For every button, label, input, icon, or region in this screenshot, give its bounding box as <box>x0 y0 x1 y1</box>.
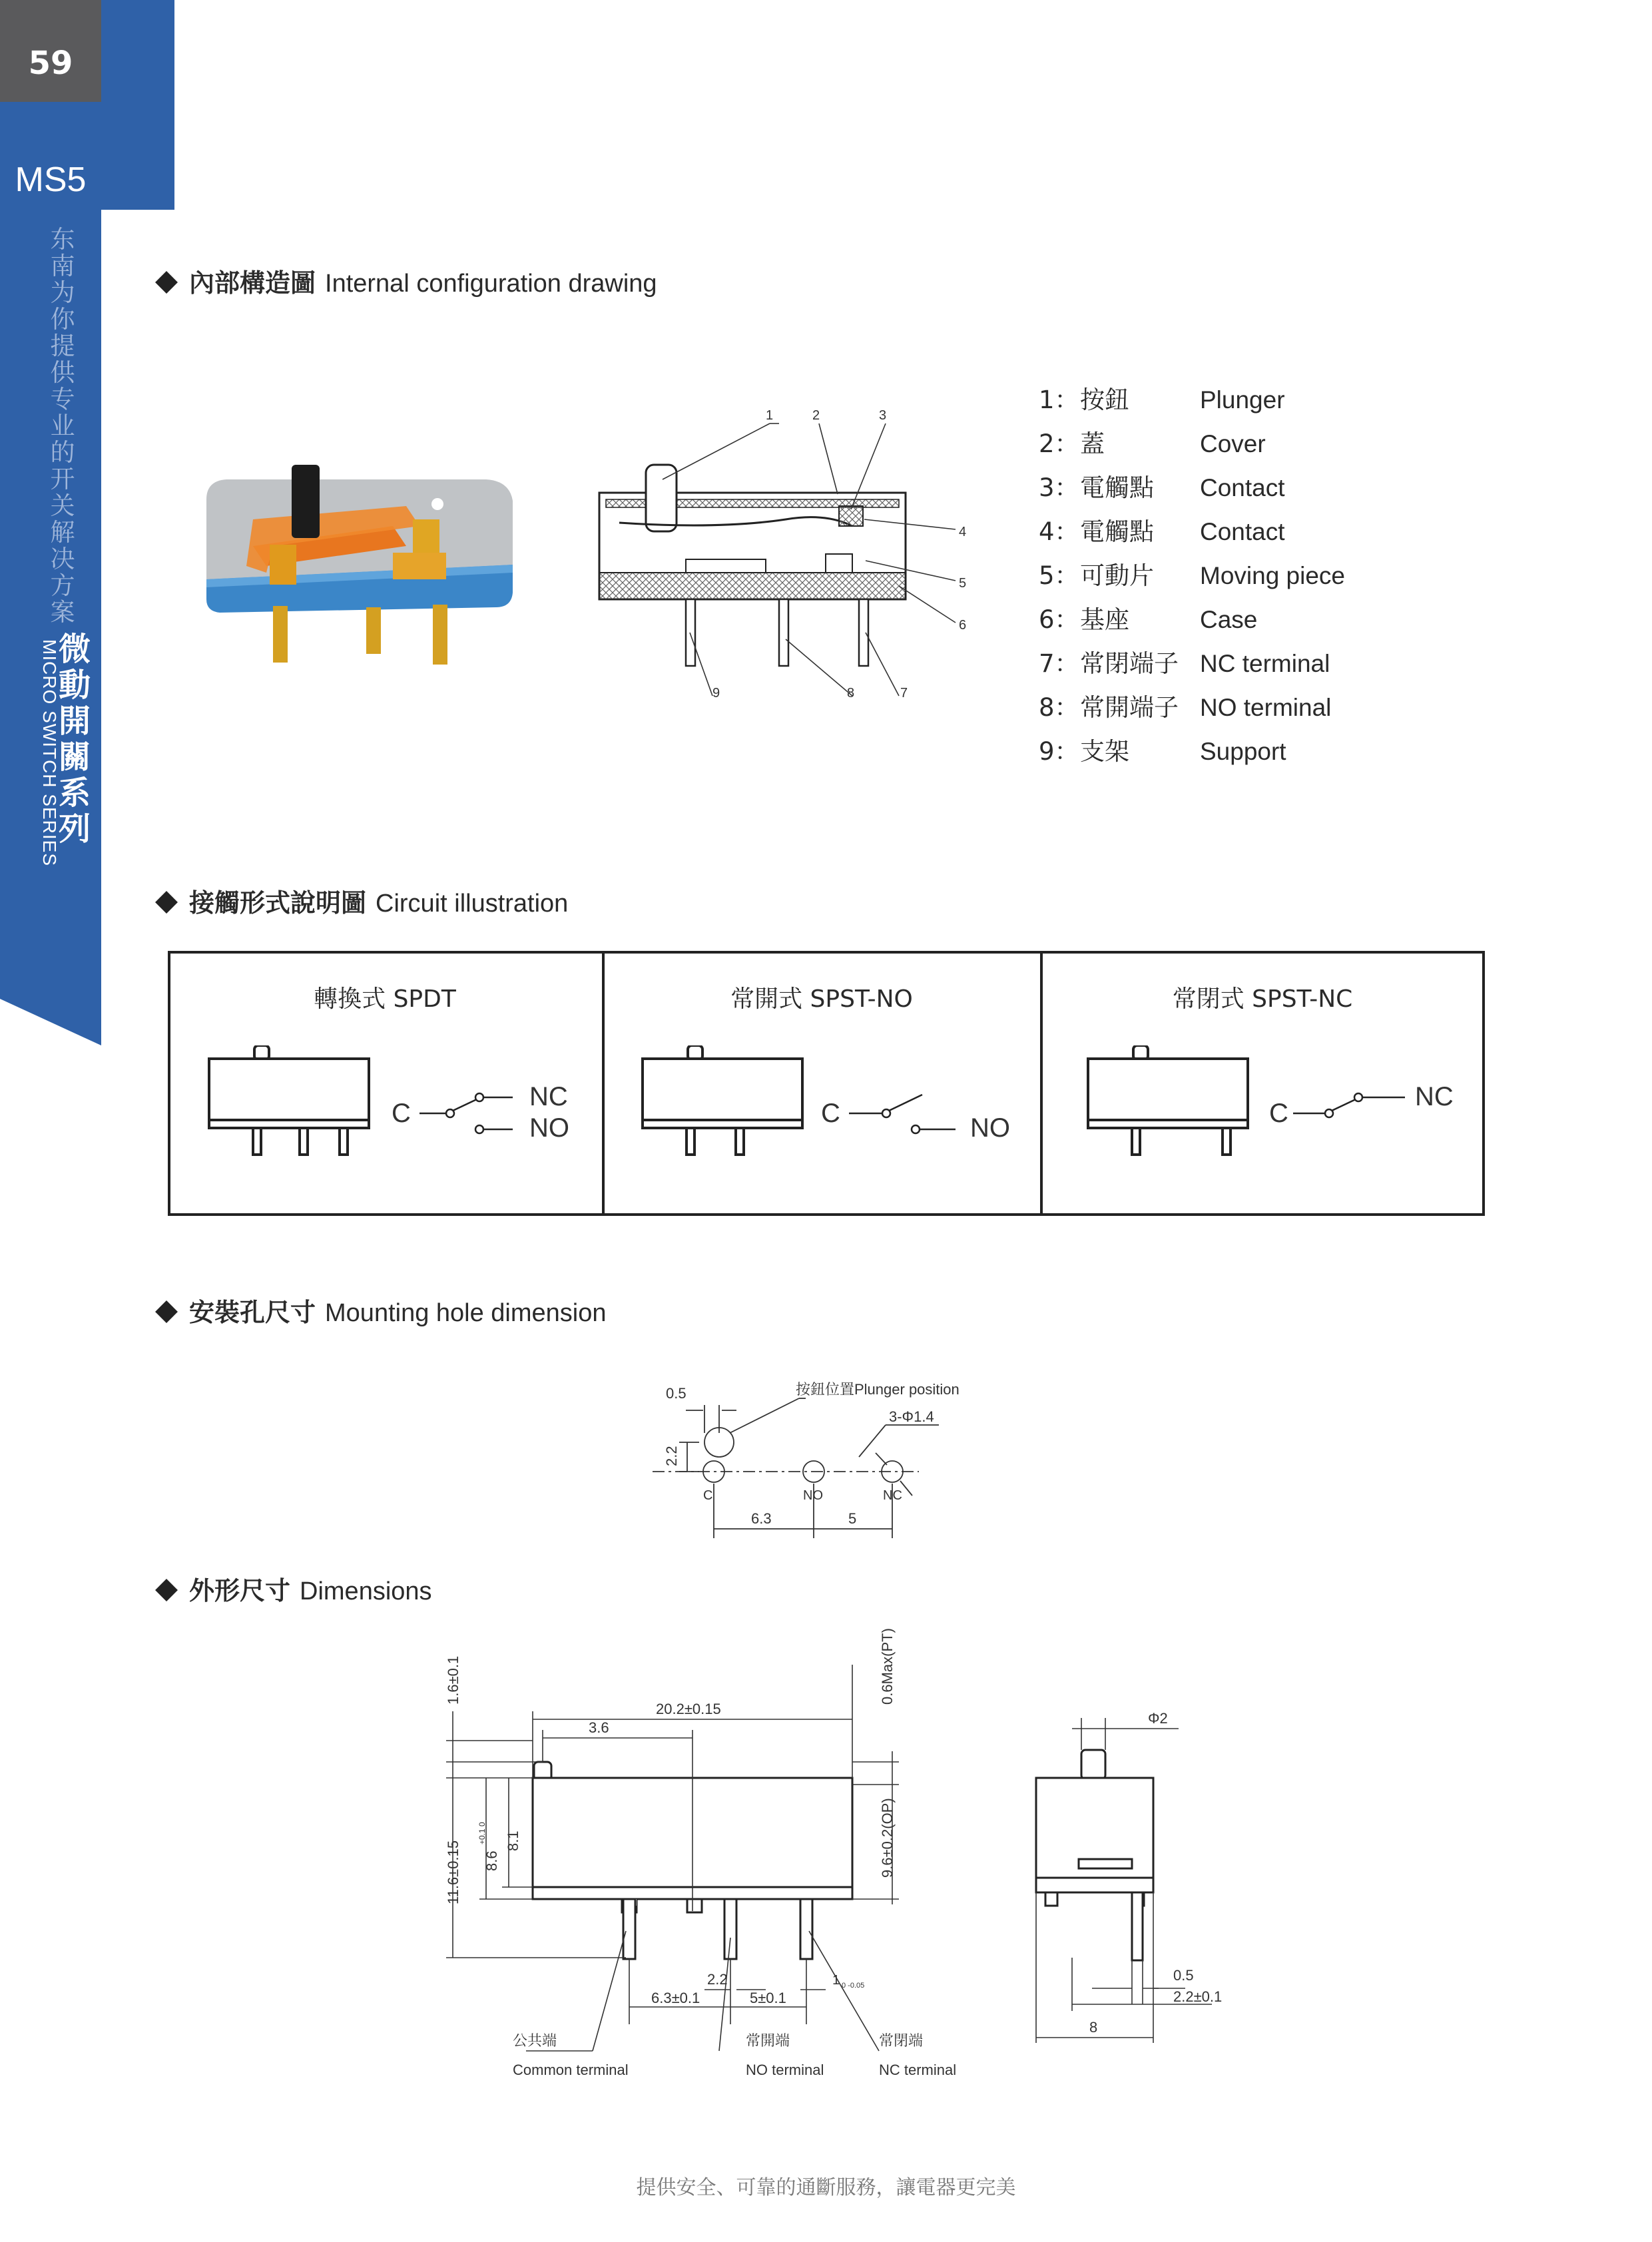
side-series-title <box>56 631 93 847</box>
circuit-title-spst-no: 常開式 SPST-NO <box>730 985 913 1013</box>
dim-3-6: 3.6 <box>589 1719 609 1736</box>
spst-nc-nc-label: NC <box>1415 1082 1454 1111</box>
dim-5: 5±0.1 <box>750 1990 786 2006</box>
part-name-en: Case <box>1200 606 1258 633</box>
part-name-cn: 基座 <box>1080 605 1129 634</box>
side-char: 专 <box>50 385 75 414</box>
side-char: 提 <box>50 332 75 360</box>
part-number: 7： <box>1039 649 1079 678</box>
part-name-en: Contact <box>1200 474 1285 501</box>
model-label: MS5 <box>15 160 87 199</box>
mount-dim-2-2: 2.2 <box>663 1446 680 1466</box>
part-legend-row <box>1039 730 1286 774</box>
side-char: 你 <box>50 305 75 334</box>
diamond-bullet-icon <box>155 891 178 914</box>
mounting-hole-drawing <box>639 1372 1012 1558</box>
part-name-cn: 按鈕 <box>1080 386 1129 414</box>
dim-phi2: Φ2 <box>1148 1710 1168 1727</box>
part-legend-row <box>1039 642 1330 686</box>
part-name-cn: 常閉端子 <box>1080 649 1179 678</box>
diamond-bullet-icon <box>155 1579 178 1601</box>
part-name-en: Cover <box>1200 430 1266 457</box>
dimensions-side-view <box>1025 1691 1252 2051</box>
callout-5: 5 <box>959 576 967 591</box>
section-circuit-heading: 接觸形式說明圖 Circuit illustration <box>158 882 568 919</box>
side-char: 关 <box>50 491 75 520</box>
callout-4: 4 <box>959 525 967 539</box>
spdt-c-label: C <box>392 1099 411 1128</box>
callout-9: 9 <box>712 686 720 701</box>
side-char: 开 <box>50 465 75 493</box>
part-legend-row <box>1039 378 1285 422</box>
part-number: 9： <box>1039 737 1079 766</box>
part-name-cn: 支架 <box>1080 737 1129 766</box>
mount-dim-5: 5 <box>848 1510 857 1527</box>
part-legend-row <box>1039 466 1285 510</box>
dim-2-2-side: 2.2±0.1 <box>1173 1988 1223 2005</box>
part-number: 2： <box>1039 429 1079 458</box>
section-dimensions-heading: 外形尺寸 Dimensions <box>158 1570 432 1607</box>
part-name-en: Support <box>1200 738 1286 765</box>
side-series-english: MICRO SWITCH SERIES <box>39 639 60 867</box>
side-char: 案 <box>50 598 75 627</box>
spst-nc-c-label: C <box>1269 1099 1288 1128</box>
side-char: 解 <box>50 518 75 547</box>
dim-6-3: 6.3±0.1 <box>651 1990 700 2006</box>
side-char: 動 <box>58 667 91 704</box>
part-name-cn: 電觸點 <box>1080 473 1154 502</box>
part-name-en: Moving piece <box>1200 562 1346 589</box>
side-char: 的 <box>50 438 75 467</box>
mount-c-label: C <box>703 1488 713 1503</box>
internal-section-drawing <box>586 406 985 706</box>
callout-3: 3 <box>879 408 887 423</box>
part-name-en: Plunger <box>1200 386 1285 414</box>
mount-nc-label: NC <box>883 1488 902 1503</box>
side-char: 開 <box>58 702 91 740</box>
callout-2: 2 <box>812 408 820 423</box>
side-char: 系 <box>58 774 91 812</box>
part-name-en: Contact <box>1200 518 1285 545</box>
no-terminal-en: NO terminal <box>746 2062 824 2078</box>
part-number: 8： <box>1039 693 1079 722</box>
mount-dim-6-3: 6.3 <box>751 1510 772 1527</box>
side-char: 业 <box>50 412 75 440</box>
common-terminal-en: Common terminal <box>513 2062 629 2078</box>
section-mounting-heading: 安裝孔尺寸 Mounting hole dimension <box>158 1292 607 1328</box>
dim-2-2: 2.2 <box>707 1971 728 1988</box>
part-number: 4： <box>1039 517 1079 546</box>
side-char: 为 <box>50 278 75 307</box>
spst-no-c-label: C <box>821 1099 840 1128</box>
callout-1: 1 <box>766 408 774 423</box>
side-char: 微 <box>58 631 91 668</box>
side-char: 东 <box>50 225 75 254</box>
page-number: 59 <box>0 0 101 102</box>
dim-8-6-tol: +0.1 0 <box>477 1822 487 1844</box>
plunger-position-label: 按鈕位置Plunger position <box>796 1381 960 1398</box>
circuit-spdt-diagram <box>200 1045 586 1165</box>
dim-0-5: 0.5 <box>1173 1967 1194 1984</box>
spst-no-no-label: NO <box>970 1113 1010 1143</box>
part-legend-row <box>1039 510 1285 554</box>
spdt-no-label: NO <box>529 1113 569 1143</box>
spdt-nc-label: NC <box>529 1082 568 1111</box>
part-legend-row <box>1039 598 1257 642</box>
circuit-title-spdt: 轉換式 SPDT <box>314 985 456 1013</box>
switch-3d-illustration <box>193 453 526 679</box>
side-char: 列 <box>58 810 91 848</box>
dim-9-6: 9.6±0.2(OP) <box>879 1798 896 1878</box>
part-name-cn: 可動片 <box>1080 561 1154 590</box>
part-name-cn: 蓋 <box>1080 429 1105 458</box>
circuit-spst-no-diagram <box>636 1045 1022 1165</box>
part-name-cn: 常開端子 <box>1080 693 1179 722</box>
side-char: 决 <box>50 545 75 573</box>
diamond-bullet-icon <box>155 1300 178 1323</box>
dim-8: 8 <box>1089 2019 1098 2036</box>
circuit-title-spst-nc: 常閉式 SPST-NC <box>1172 985 1353 1013</box>
part-legend-row <box>1039 422 1266 466</box>
mount-holes-label: 3-Φ1.4 <box>889 1408 934 1425</box>
part-number: 3： <box>1039 473 1079 502</box>
part-name-en: NC terminal <box>1200 650 1330 677</box>
side-char: 供 <box>50 358 75 387</box>
mount-no-label: NO <box>803 1488 823 1503</box>
side-char: 方 <box>50 571 75 600</box>
callout-7: 7 <box>900 686 908 701</box>
dim-1-tol: 0 -0.05 <box>842 1982 865 1990</box>
part-name-cn: 電觸點 <box>1080 517 1154 546</box>
callout-6: 6 <box>959 618 967 633</box>
part-name-en: NO terminal <box>1200 694 1332 721</box>
common-terminal-cn: 公共端 <box>513 2032 557 2049</box>
part-legend-row <box>1039 686 1331 730</box>
side-slogan <box>45 226 80 626</box>
dim-20-2: 20.2±0.15 <box>656 1701 721 1717</box>
side-bar-slant <box>0 992 107 1052</box>
dim-1-6: 1.6±0.1 <box>445 1655 461 1705</box>
side-char: 南 <box>50 252 75 280</box>
part-number: 5： <box>1039 561 1079 590</box>
callout-8: 8 <box>847 686 855 701</box>
no-terminal-cn: 常開端 <box>746 2032 790 2049</box>
side-bar-header-block <box>101 0 174 210</box>
diamond-bullet-icon <box>155 271 178 294</box>
part-number: 1： <box>1039 386 1079 414</box>
circuit-spst-nc-diagram <box>1079 1045 1465 1165</box>
dimensions-front-view <box>426 1625 1025 2091</box>
mount-dim-0-5: 0.5 <box>666 1385 687 1402</box>
dim-11-6: 11.6±0.15 <box>445 1840 461 1904</box>
part-legend-row <box>1039 554 1345 598</box>
nc-terminal-en: NC terminal <box>879 2062 957 2078</box>
dim-0-6: 0.6Max(PT) <box>879 1628 896 1705</box>
part-number: 6： <box>1039 605 1079 634</box>
dim-1: 1 <box>832 1973 840 1988</box>
footer-slogan: 提供安全、可靠的通斷服務，讓電器更完美 <box>636 2176 1016 2199</box>
dim-8-6: 8.6 <box>483 1850 500 1871</box>
nc-terminal-cn: 常閉端 <box>879 2032 924 2049</box>
dim-8-1: 8.1 <box>505 1830 521 1851</box>
side-char: 關 <box>58 738 91 776</box>
section-internal-heading: 內部構造圖 Internal configuration drawing <box>158 262 657 299</box>
